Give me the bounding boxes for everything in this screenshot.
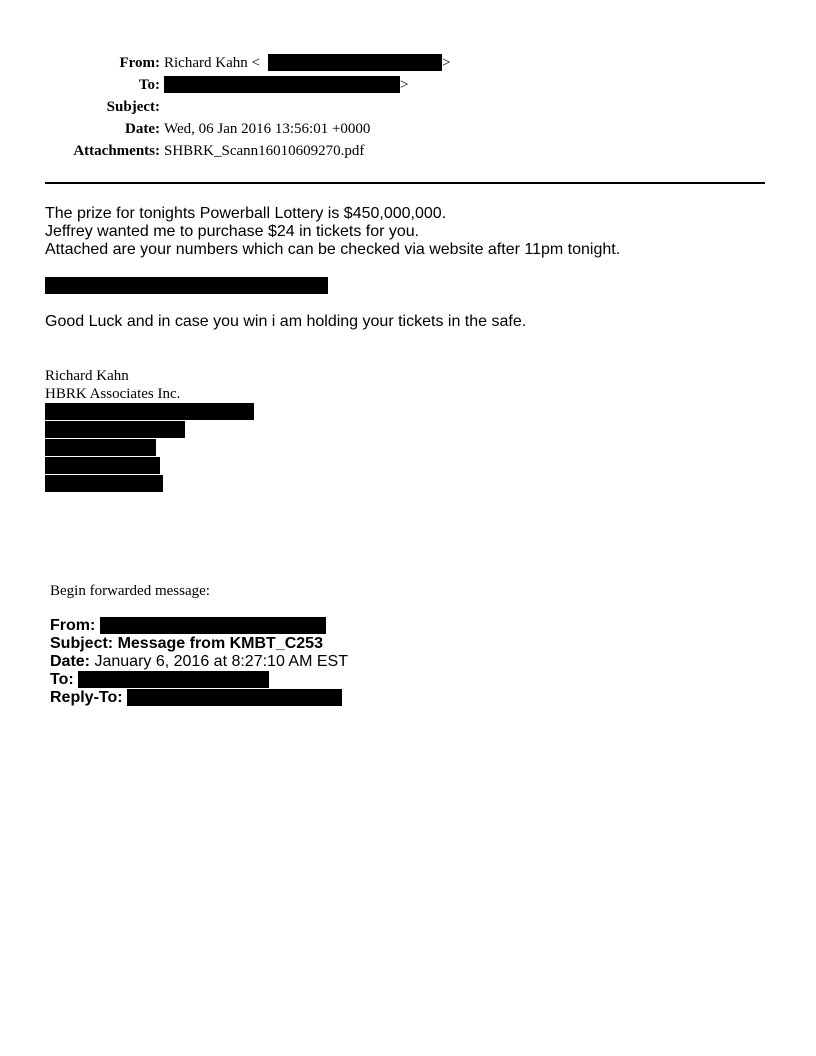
redacted-signature-line (45, 439, 156, 456)
redacted-forwarded-from (100, 617, 326, 634)
redacted-forwarded-replyto (127, 689, 342, 706)
redacted-signature-line (45, 457, 160, 474)
to-close-bracket: > (400, 77, 409, 93)
body-line-2: Jeffrey wanted me to purchase $24 in tickets for you. (45, 223, 420, 240)
good-luck-line: Good Luck and in case you win i am holding your tickets in the safe. (45, 313, 527, 330)
redacted-line (45, 277, 328, 294)
body-line-3: Attached are your numbers which can be checked via website after 11pm tonight. (45, 241, 621, 258)
redacted-signature-line (45, 475, 163, 492)
forwarded-intro: Begin forwarded message: (50, 583, 210, 599)
redacted-forwarded-to (78, 671, 269, 688)
redacted-signature-line (45, 403, 254, 420)
forwarded-subject-row (50, 635, 323, 653)
to-label: To: (138, 77, 160, 93)
forwarded-subject-value: Message from KMBT_C253 (117, 635, 323, 652)
signature-company: HBRK Associates Inc. (45, 386, 181, 402)
forwarded-date-label: Date: (50, 653, 91, 670)
attachments-label: Attachments: (73, 143, 160, 159)
date-label: Date: (125, 121, 160, 137)
from-name: Richard Kahn < (164, 55, 260, 71)
body-line-1: The prize for tonights Powerball Lottery is $450,000,000. (45, 205, 447, 222)
date-value: Wed, 06 Jan 2016 13:56:01 +0000 (164, 121, 371, 137)
forwarded-subject-label: Subject: (50, 635, 114, 652)
from-close-bracket: > (442, 55, 451, 71)
attachment-filename: SHBRK_Scann16010609270.pdf (164, 143, 365, 159)
signature-name: Richard Kahn (45, 368, 129, 384)
forwarded-to-label: To: (50, 671, 74, 688)
from-label: From: (119, 55, 160, 71)
forwarded-date-value: January 6, 2016 at 8:27:10 AM EST (94, 653, 348, 670)
redacted-to-email (164, 76, 400, 93)
forwarded-replyto-row (50, 689, 123, 707)
forwarded-from-label: From: (50, 617, 96, 634)
forwarded-from-row (50, 617, 95, 635)
forwarded-to-row (50, 671, 74, 689)
subject-label: Subject: (106, 99, 160, 115)
redacted-signature-line (45, 421, 185, 438)
forwarded-date-row (50, 653, 348, 671)
redacted-from-email (268, 54, 442, 71)
header-divider (45, 182, 765, 184)
forwarded-replyto-label: Reply-To: (50, 689, 123, 706)
